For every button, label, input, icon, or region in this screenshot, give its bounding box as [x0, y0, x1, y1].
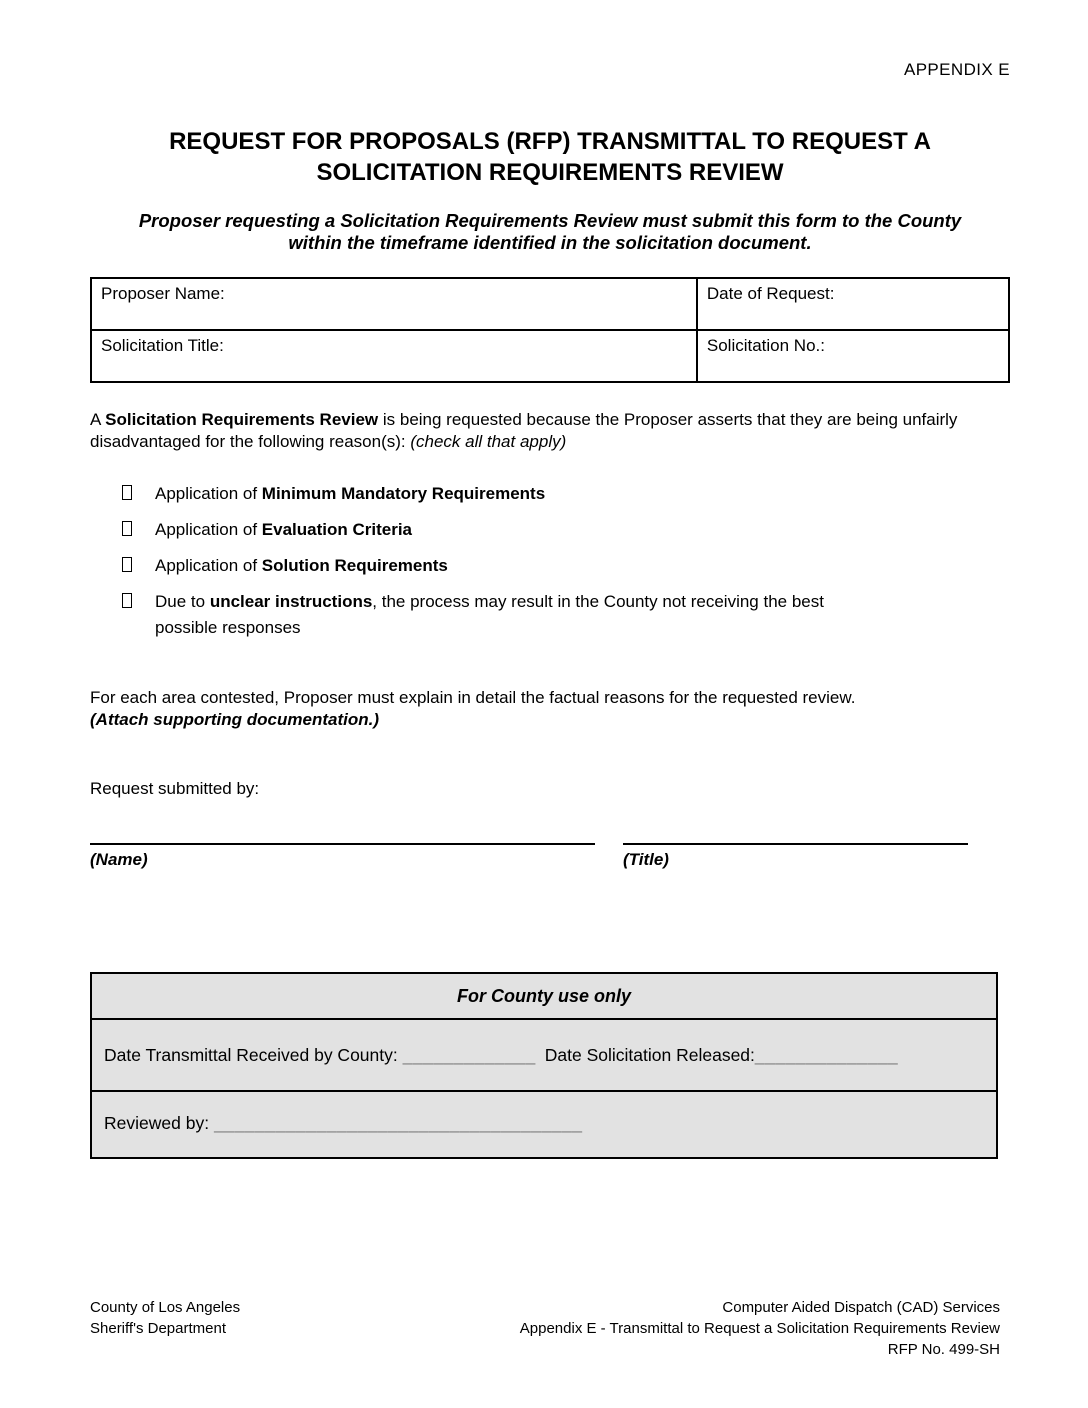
- footer-org-line2: Sheriff's Department: [90, 1320, 226, 1337]
- page-subtitle-line1: Proposer requesting a Solicitation Requirements Review must submit this form to the County: [138, 210, 962, 231]
- solicitation-no-cell[interactable]: [697, 330, 1009, 382]
- signature-row: [90, 799, 1010, 870]
- proposer-name-label: Proposer Name:: [101, 284, 225, 303]
- checklist-item-minimum-mandatory: [90, 481, 1010, 507]
- page-footer: [90, 1297, 1000, 1360]
- checkbox-icon[interactable]: [122, 485, 132, 500]
- proposer-info-table: [90, 277, 1010, 383]
- name-label: (Name): [90, 850, 148, 869]
- request-submitted-by-label: Request submitted by:: [90, 779, 260, 798]
- checklist-item-unclear-instructions: [90, 589, 1010, 641]
- reason-intro-italic: (check all that apply): [410, 432, 567, 451]
- explain-line1: For each area contested, Proposer must explain in detail the factual reasons for the requested review.: [90, 688, 856, 707]
- table-row: [91, 330, 1009, 382]
- checklist-item-solution-requirements: [90, 553, 1010, 579]
- title-signature-line[interactable]: [623, 799, 968, 845]
- checklist-item-evaluation-criteria: [90, 517, 1010, 543]
- reviewed-by-label: Reviewed by:: [104, 1113, 210, 1133]
- signature-title-column: [623, 799, 968, 870]
- page-title-line1: REQUEST FOR PROPOSALS (RFP) TRANSMITTAL TO REQUEST A: [169, 128, 931, 155]
- date-released-label: Date Solicitation Released:: [544, 1045, 755, 1065]
- county-box-header: For County use only: [92, 974, 996, 1020]
- check-text-post: , the process may result in the County not receiving the best possible responses: [155, 592, 824, 637]
- reason-intro-middle: is being requested because the Proposer asserts that they are being unfairly disadvantaged for the following reason(s):: [90, 410, 958, 451]
- date-of-request-cell[interactable]: [697, 278, 1009, 330]
- footer-org-line1: County of Los Angeles: [90, 1299, 241, 1316]
- page-subtitle: [90, 210, 1010, 253]
- check-text-pre: Due to: [155, 592, 210, 611]
- county-reviewed-row: [92, 1092, 996, 1157]
- reviewed-by-blank[interactable]: ____________________________________: [214, 1113, 583, 1133]
- check-text-pre: Application of: [155, 556, 262, 575]
- appendix-label: APPENDIX E: [903, 60, 1010, 79]
- solicitation-title-label: Solicitation Title:: [101, 336, 224, 355]
- date-received-blank[interactable]: _____________: [402, 1045, 536, 1065]
- checkbox-icon[interactable]: [122, 557, 132, 572]
- name-signature-line[interactable]: [90, 799, 595, 845]
- check-text-bold: unclear instructions: [209, 592, 373, 611]
- footer-doc-line2: Appendix E - Transmittal to Request a Solicitation Requirements Review: [519, 1320, 1000, 1337]
- check-text-bold: Evaluation Criteria: [261, 520, 413, 539]
- attach-note: (Attach supporting documentation.): [90, 710, 379, 729]
- checkbox-icon[interactable]: [122, 593, 132, 608]
- date-received-label: Date Transmittal Received by County:: [104, 1045, 398, 1065]
- county-dates-row: [92, 1020, 996, 1092]
- check-text-bold: Solution Requirements: [261, 556, 448, 575]
- check-text-pre: Application of: [155, 520, 262, 539]
- footer-doc-line3: RFP No. 499-SH: [887, 1341, 1000, 1358]
- title-label: (Title): [623, 850, 669, 869]
- date-released-blank[interactable]: ______________: [754, 1045, 899, 1065]
- check-text-pre: Application of: [155, 484, 262, 503]
- footer-left: [90, 1297, 240, 1360]
- reason-intro-bold: Solicitation Requirements Review: [105, 410, 379, 429]
- footer-doc-line1: Computer Aided Dispatch (CAD) Services: [722, 1299, 1000, 1316]
- check-text-bold: Minimum Mandatory Requirements: [261, 484, 546, 503]
- reason-checklist: [90, 481, 1010, 641]
- table-row: [91, 278, 1009, 330]
- date-of-request-label: Date of Request:: [706, 284, 835, 303]
- reason-intro: [90, 409, 1010, 453]
- footer-right: [520, 1297, 1000, 1360]
- signature-name-column: [90, 799, 595, 870]
- solicitation-no-label: Solicitation No.:: [706, 336, 825, 355]
- county-use-only-box: [90, 972, 998, 1159]
- page-subtitle-line2: within the timeframe identified in the solicitation document.: [288, 231, 812, 253]
- reason-intro-prefix: A: [90, 410, 106, 429]
- explain-paragraph: [90, 687, 1010, 731]
- solicitation-title-cell[interactable]: [91, 330, 697, 382]
- proposer-name-cell[interactable]: [91, 278, 697, 330]
- page-title: [90, 126, 1010, 188]
- checkbox-icon[interactable]: [122, 521, 132, 536]
- page-title-line2: SOLICITATION REQUIREMENTS REVIEW: [316, 159, 784, 186]
